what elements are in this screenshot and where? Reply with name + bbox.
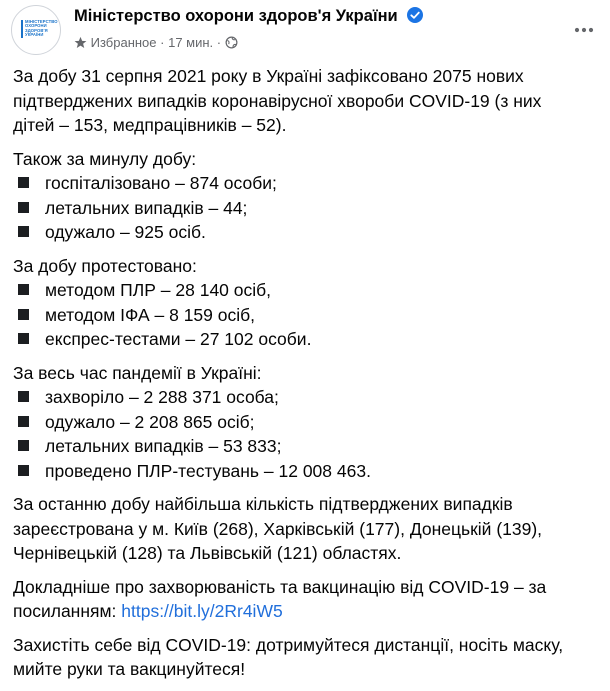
- post-time[interactable]: 17 мин.: [168, 35, 214, 51]
- regions-paragraph: [13, 492, 603, 566]
- list-item: госпіталізовано – 874 особи;: [13, 171, 603, 196]
- bullet-square-icon: [18, 202, 29, 213]
- text-line: За останню добу найбільша кількість підтверджених випадків: [13, 494, 513, 514]
- globe-icon: [225, 36, 238, 49]
- meta-separator: ·: [216, 35, 222, 51]
- text-line: [13, 599, 603, 624]
- section-title: Також за минулу добу:: [13, 148, 197, 169]
- yesterday-section: [13, 147, 603, 245]
- list-item: методом ПЛР – 28 140 осіб,: [13, 278, 603, 303]
- list-item: летальних випадків – 53 833;: [13, 434, 603, 459]
- list-item: проведено ПЛР-тестувань – 12 008 463.: [13, 459, 603, 484]
- details-prefix: посиланням:: [13, 601, 122, 621]
- closing-paragraph: [13, 633, 603, 682]
- tested-section: [13, 254, 603, 352]
- page-avatar[interactable]: [11, 5, 61, 55]
- list-item: одужало – 2 208 865 осіб;: [13, 410, 603, 435]
- page-name-label: Міністерство охорони здоров'я України: [74, 7, 398, 25]
- text-line: мийте руки та вакцинуйтеся!: [13, 659, 246, 679]
- favorites-label[interactable]: Избранное: [90, 35, 157, 51]
- text-line: Чернівецькій (128) та Львівській (121) областях.: [13, 543, 402, 563]
- section-title: За добу протестовано:: [13, 255, 197, 276]
- bullet-square-icon: [18, 333, 29, 344]
- text-line: Захистіть себе від COVID-19: дотримуйтеся дистанції, носіть маску,: [13, 634, 564, 655]
- post-header: [0, 0, 610, 60]
- list-item: захворіло – 2 288 371 особа;: [13, 385, 603, 410]
- section-title: За весь час пандемії в Україні:: [13, 362, 262, 383]
- post-meta: [74, 34, 238, 50]
- text-line: підтверджених випадків коронавірусної хвороби COVID-19 (з них: [13, 90, 542, 111]
- bullet-square-icon: [18, 177, 29, 188]
- star-icon: [74, 36, 87, 49]
- bullet-square-icon: [18, 284, 29, 295]
- list-item: методом ІФА – 8 159 осіб,: [13, 303, 603, 328]
- text-line: Докладніше про захворюваність та вакцинацію від COVID-19 – за: [13, 576, 547, 597]
- list-item: експрес-тестами – 27 102 особи.: [13, 327, 603, 352]
- bullet-square-icon: [18, 391, 29, 402]
- post-text: [13, 64, 603, 691]
- details-paragraph: [13, 575, 603, 624]
- text-line: дітей – 153, медпрацівників – 52).: [13, 115, 287, 135]
- intro-paragraph: [13, 64, 603, 138]
- bullet-square-icon: [18, 416, 29, 427]
- more-options-icon[interactable]: [572, 18, 596, 42]
- meta-separator: ·: [160, 35, 165, 51]
- avatar-logo-text: МІНІСТЕРСТВО ОХОРОНИ ЗДОРОВ'Я УКРАЇНИ: [25, 19, 58, 38]
- pandemic-section: [13, 361, 603, 484]
- bullet-square-icon: [18, 465, 29, 476]
- page-name[interactable]: [74, 7, 423, 26]
- verified-badge-icon: [407, 7, 423, 23]
- list-item: летальних випадків – 44;: [13, 196, 603, 221]
- bullet-square-icon: [18, 226, 29, 237]
- bullet-square-icon: [18, 440, 29, 451]
- logo-mark: [21, 20, 23, 38]
- text-line: зареєстрована у м. Київ (268), Харківській (177), Донецькій (139),: [13, 518, 543, 539]
- text-line: За добу 31 серпня 2021 року в Україні зафіксовано 2075 нових: [13, 66, 524, 86]
- bullet-square-icon: [18, 309, 29, 320]
- details-link[interactable]: https://bit.ly/2Rr4iW5: [121, 601, 283, 621]
- list-item: одужало – 925 осіб.: [13, 220, 603, 245]
